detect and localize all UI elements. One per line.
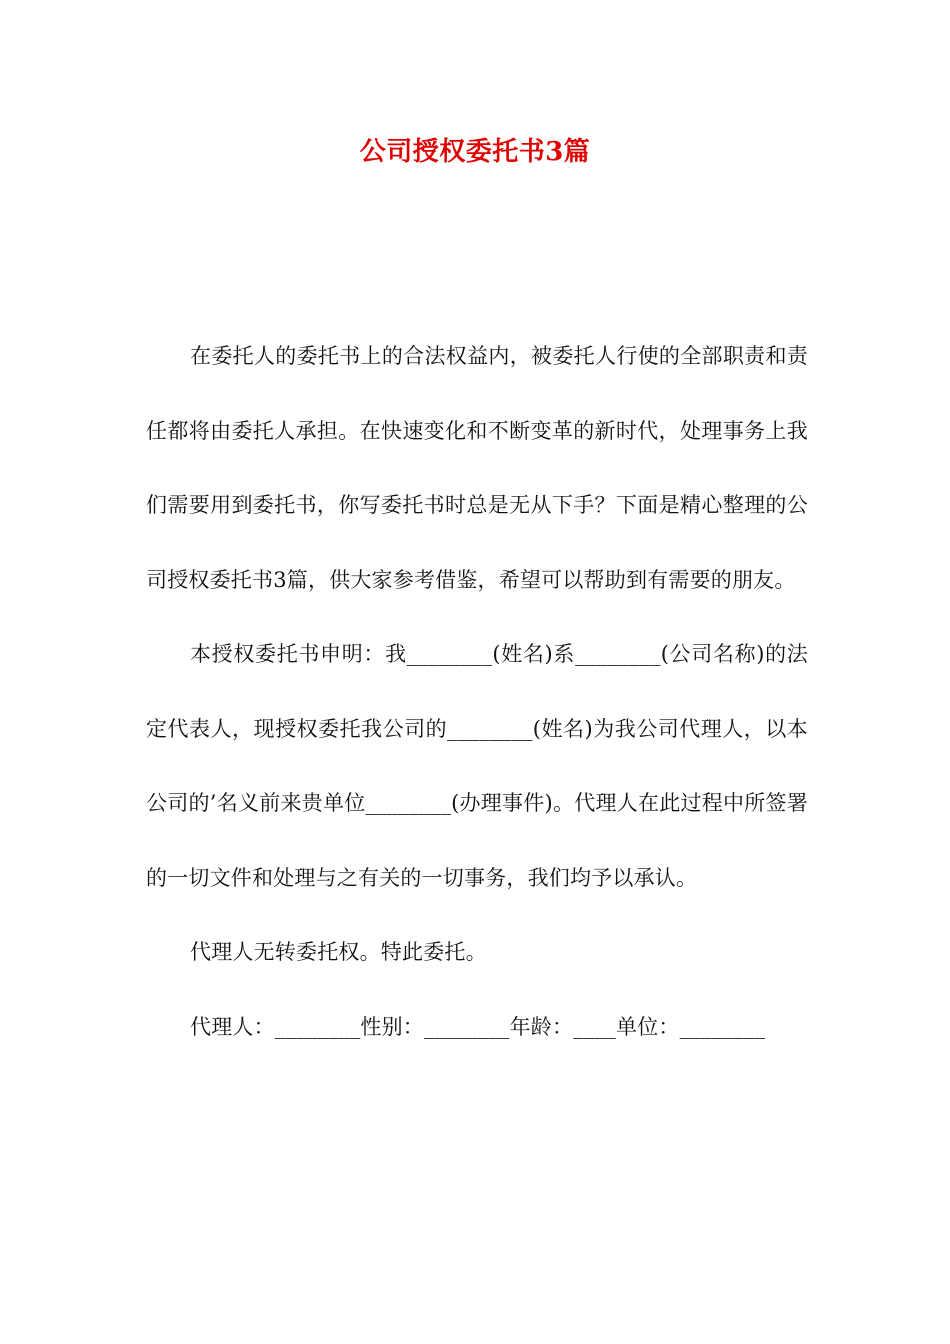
document-title: 公司授权委托书3篇: [359, 137, 591, 167]
declaration-paragraph: 本授权委托书申明：我________(姓名)系________(公司名称)的法定代表人，现授权委托我公司的________(姓名)为我公司代理人，以本公司的’名义前来贵单位________(办理事件)。代理人在此过程中所签署的一切文件和处理与之有关的一切事务，我们均予以承认。: [146, 642, 808, 890]
intro-paragraph: 在委托人的委托书上的合法权益内，被委托人行使的全部职责和责任都将由委托人承担。在快速变化和不断变革的新时代，处理事务上我们需要用到委托书，你写委托书时总是无从下手？下面是精心整理的公司授权委托书3篇，供大家参考借鉴，希望可以帮助到有需要的朋友。: [146, 344, 808, 592]
no-subdelegation-paragraph: 代理人无转委托权。特此委托。: [190, 940, 487, 964]
document-body: [146, 319, 808, 1064]
agent-info-line: 代理人：________性别：________年龄：____单位：________: [190, 1014, 766, 1039]
